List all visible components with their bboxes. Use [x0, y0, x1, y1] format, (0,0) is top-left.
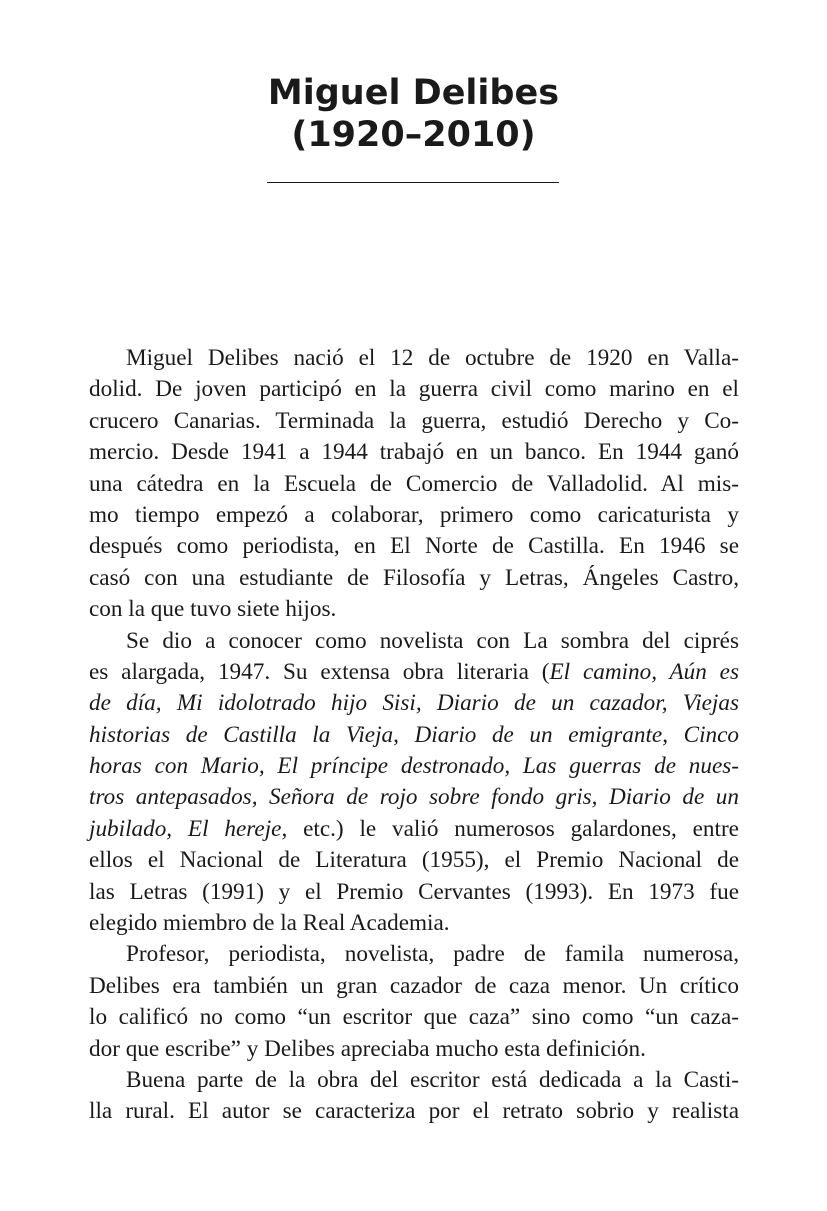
text-line: crucero Canarias. Terminada la guerra, estudió Derecho y Co- — [89, 407, 739, 434]
italic-titles: horas con Mario, El príncipe destronado, Las guerras de nues- — [89, 753, 739, 780]
text-line: casó con una estudiante de Filosofía y Letras, Ángeles Castro, — [89, 564, 739, 591]
text-line-mixed — [89, 814, 739, 845]
text-line-mixed — [89, 657, 739, 688]
text-line: dolid. De joven participó en la guerra civil como marino en el — [89, 376, 739, 403]
text-line: dor que escribe” y Delibes apreciaba mucho esta definición. — [89, 1035, 646, 1062]
text-line: Buena parte de la obra del escritor está dedicada a la Casti- — [126, 1066, 739, 1093]
text-line: Profesor, periodista, novelista, padre de famila numerosa, — [126, 941, 739, 968]
italic-titles: El camino, Aún es — [549, 658, 739, 685]
text-segment: es alargada, 1947. Su extensa obra literaria ( — [89, 658, 550, 685]
title-years: (1920–2010) — [291, 115, 536, 155]
text-line: una cátedra en la Escuela de Comercio de Valladolid. Al mis- — [89, 470, 739, 497]
italic-titles: historias de Castilla la Vieja, Diario de un emigrante, Cinco — [89, 721, 739, 748]
text-line: después como periodista, en El Norte de Castilla. En 1946 se — [89, 533, 739, 560]
text-line: Delibes era también un gran cazador de caza menor. Un crítico — [89, 972, 739, 999]
title-name: Miguel Delibes — [267, 73, 560, 113]
text-line: elegido miembro de la Real Academia. — [89, 910, 450, 937]
text-line: con la que tuvo siete hijos. — [89, 596, 337, 623]
title-divider — [267, 182, 559, 183]
text-line-italic — [89, 782, 739, 813]
text-line: ellos el Nacional de Literatura (1955), el Premio Nacional de — [89, 847, 739, 874]
text-line: las Letras (1991) y el Premio Cervantes (1993). En 1973 fue — [89, 878, 739, 905]
page-title — [0, 72, 827, 156]
text-line: Miguel Delibes nació el 12 de octubre de 1920 en Valla- — [126, 345, 739, 371]
text-line: Se dio a conocer como novelista con La sombra del ciprés — [126, 627, 739, 654]
text-line-italic — [89, 751, 739, 782]
text-line: mercio. Desde 1941 a 1944 trabajó en un banco. En 1944 ganó — [89, 439, 739, 466]
text-line: lla rural. El autor se caracteriza por el retrato sobrio y realista — [89, 1098, 739, 1125]
text-segment: etc.) le valió numerosos galardones, entre — [287, 815, 739, 842]
text-line-italic — [89, 688, 739, 719]
italic-titles: jubilado, El hereje, — [89, 815, 288, 842]
italic-titles: de día, Mi idolotrado hijo Sisi, Diario de un cazador, Viejas — [89, 690, 739, 717]
text-line: lo calificó no como “un escritor que caza” sino como “un caza- — [89, 1004, 739, 1031]
body-text — [89, 343, 739, 1128]
italic-titles: tros antepasados, Señora de rojo sobre fondo gris, Diario de un — [89, 784, 739, 811]
text-line-italic — [89, 720, 739, 751]
text-line: mo tiempo empezó a colaborar, primero como caricaturista y — [89, 501, 739, 528]
